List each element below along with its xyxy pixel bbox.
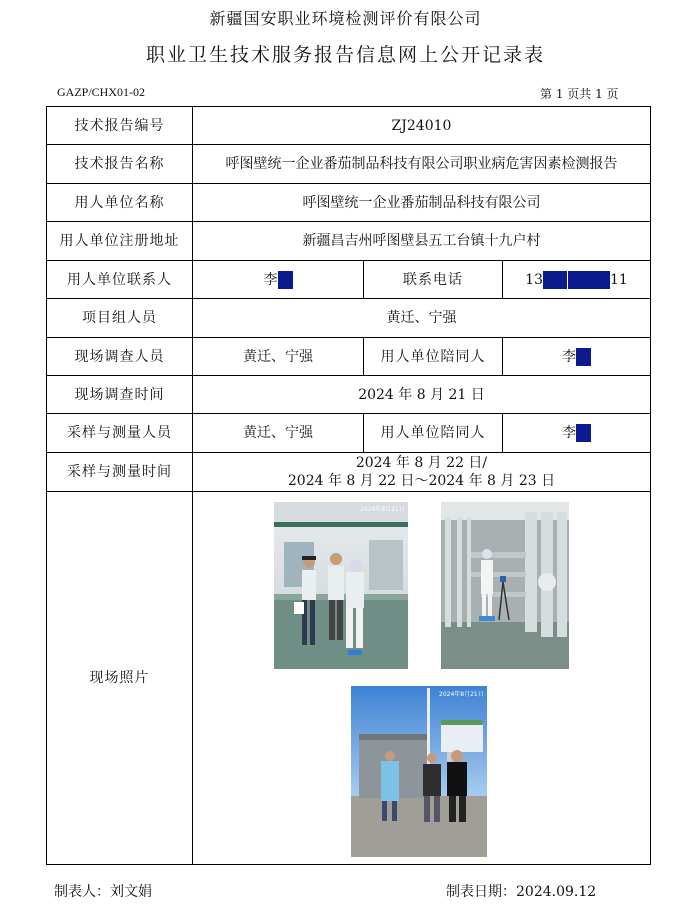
record-table: [46, 106, 651, 865]
employer-name-value: 呼图壁统一企业番茄制品科技有限公司: [193, 184, 651, 222]
phone-label: 联系电话: [364, 261, 503, 299]
sampling-staff-value: 黄迁、宁强: [193, 414, 364, 453]
phone-prefix: 13: [525, 271, 543, 288]
sampling-time-label: 采样与测量时间: [47, 453, 193, 492]
make-date: 制表日期：2024.09.12: [446, 884, 597, 900]
report-no-value: ZJ24010: [193, 107, 651, 145]
row-report-no: [47, 107, 651, 145]
form-title: 职业卫生技术服务报告信息网上公开记录表: [145, 44, 545, 66]
redaction-block: [278, 271, 293, 289]
row-report-name: [47, 145, 651, 184]
row-sampling-staff: [47, 414, 651, 453]
photo-timestamp: 2024年8月21日: [360, 505, 405, 513]
photo-timestamp: 2024年8月21日: [439, 690, 484, 698]
employer-address-value: 新疆昌吉州呼图壁县五工台镇十九户村: [193, 222, 651, 261]
project-team-value: 黄迁、宁强: [193, 299, 651, 338]
photos-cell: [193, 492, 651, 865]
survey-escort-value: [503, 338, 651, 376]
photo-area: [193, 493, 651, 864]
sampling-time-line1: 2024 年 8 月 22 日/: [355, 455, 488, 471]
report-name-label: 技术报告名称: [47, 145, 193, 184]
redaction-block: [576, 424, 591, 442]
sampling-time-line2: 2024 年 8 月 22 日～2024 年 8 月 23 日: [287, 473, 556, 489]
redaction-block: [568, 271, 610, 289]
report-name-value: 呼图壁统一企业番茄制品科技有限公司职业病危害因素检测报告: [193, 145, 651, 184]
sampling-escort-value: [503, 414, 651, 453]
maker: 制表人：刘文娟: [54, 884, 152, 900]
row-employer-name: [47, 184, 651, 222]
row-contact: [47, 261, 651, 299]
survey-escort-label: 用人单位陪同人: [364, 338, 503, 376]
site-photo-indoor-team: [274, 502, 408, 669]
company-name: 新疆国安职业环境检测评价有限公司: [209, 9, 482, 28]
row-sampling-time: [47, 453, 651, 492]
employer-address-label: 用人单位注册地址: [47, 222, 193, 261]
phone-suffix: 11: [610, 271, 628, 288]
row-project-team: [47, 299, 651, 338]
survey-staff-value: 黄迁、宁强: [193, 338, 364, 376]
contact-label: 用人单位联系人: [47, 261, 193, 299]
report-no-label: 技术报告编号: [47, 107, 193, 145]
site-photo-equipment: [441, 502, 569, 669]
sampling-escort-text: 李: [562, 425, 576, 441]
row-photos: [47, 492, 651, 865]
form-code: GAZP/CHX01-02: [57, 85, 146, 99]
survey-escort-text: 李: [562, 348, 576, 365]
survey-time-value: 2024 年 8 月 21 日: [193, 376, 651, 414]
sampling-escort-label: 用人单位陪同人: [364, 414, 503, 453]
contact-name: [193, 261, 364, 299]
site-photo-outdoor-gate: [351, 686, 487, 857]
contact-name-text: 李: [263, 271, 278, 288]
page-info: 第 1 页共 1 页: [540, 87, 619, 101]
project-team-label: 项目组人员: [47, 299, 193, 338]
survey-time-label: 现场调查时间: [47, 376, 193, 414]
sampling-time-value: [193, 453, 651, 492]
phone-value: [503, 261, 651, 299]
row-survey-time: [47, 376, 651, 414]
row-employer-address: [47, 222, 651, 261]
survey-staff-label: 现场调查人员: [47, 338, 193, 376]
sampling-staff-label: 采样与测量人员: [47, 414, 193, 453]
photos-label: 现场照片: [47, 492, 193, 865]
redaction-block: [576, 348, 591, 366]
redaction-block: [543, 271, 567, 289]
employer-name-label: 用人单位名称: [47, 184, 193, 222]
row-survey-staff: [47, 338, 651, 376]
